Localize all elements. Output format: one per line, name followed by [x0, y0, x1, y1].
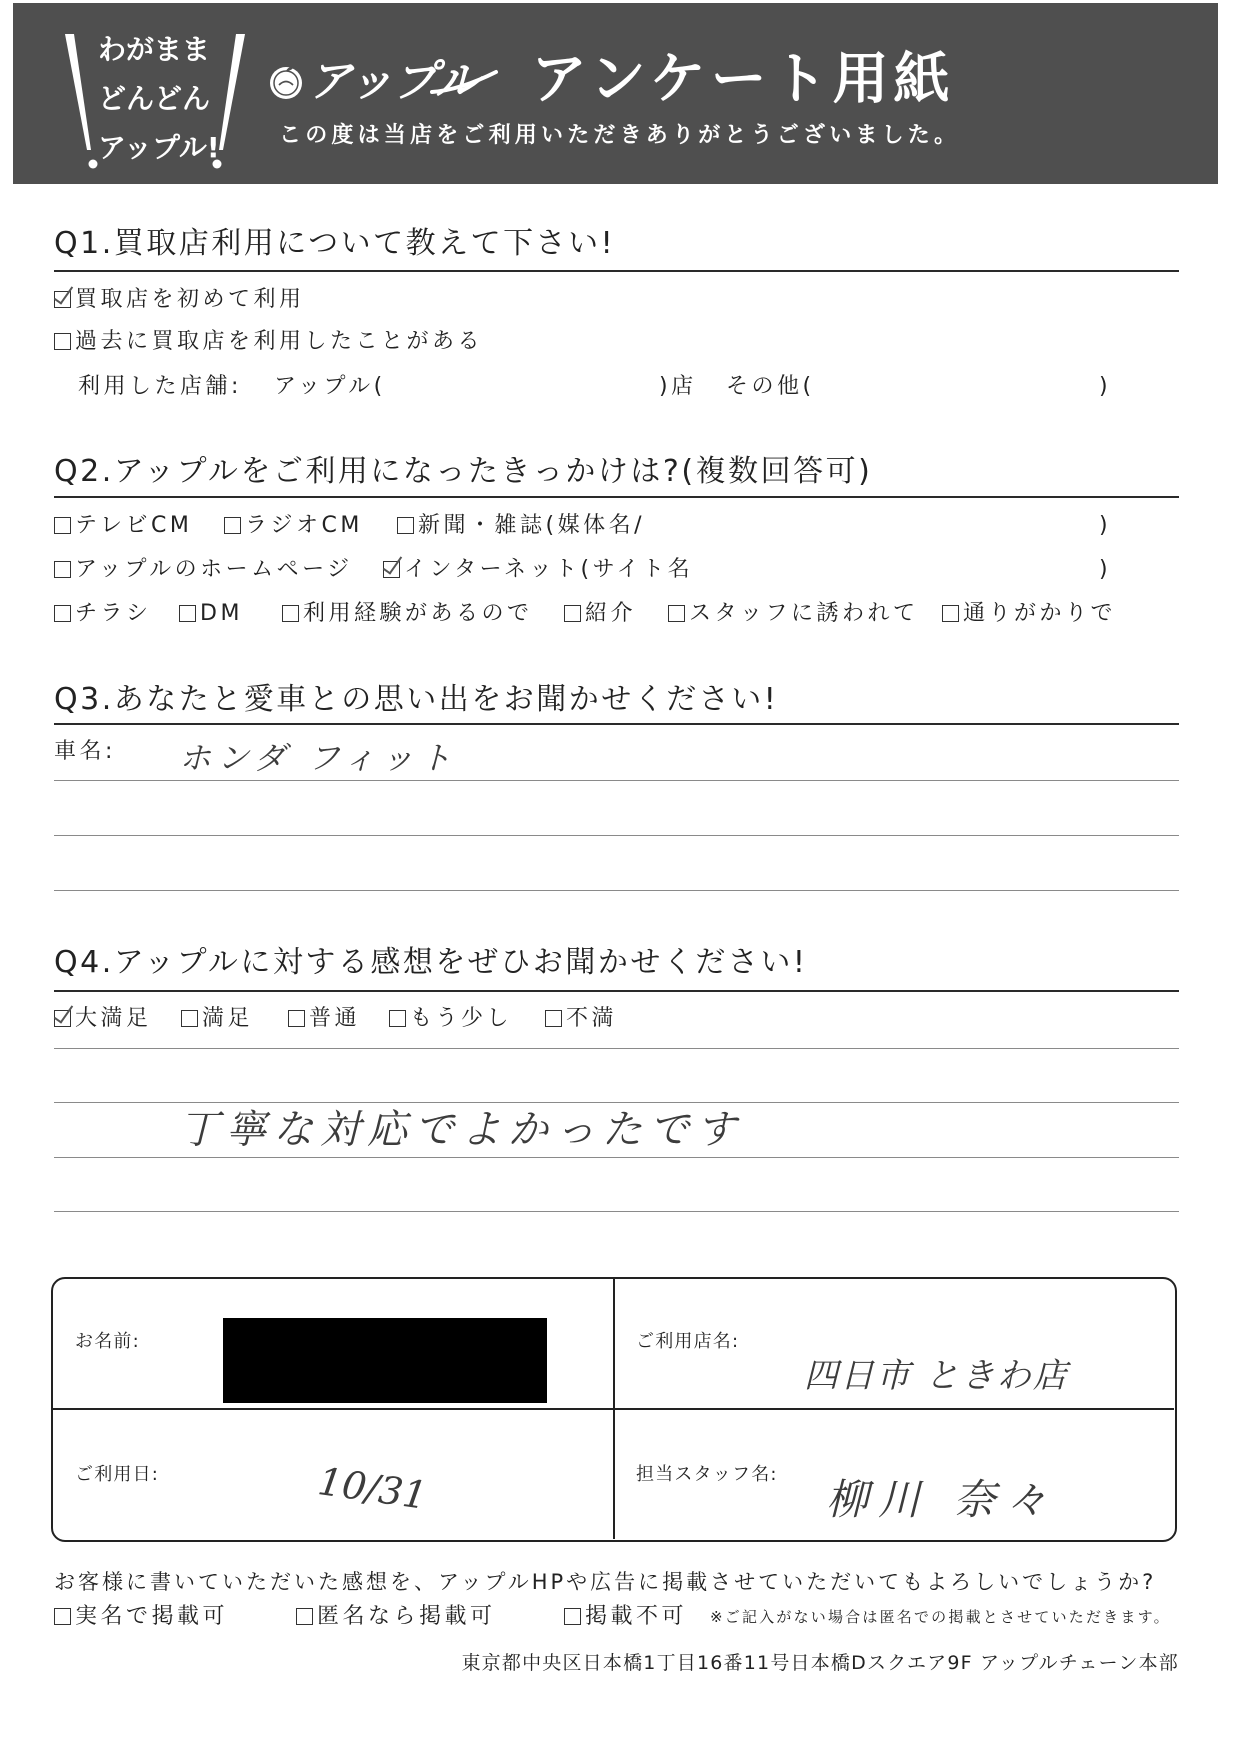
- publish-option-anonymous[interactable]: [296, 1605, 496, 1629]
- left-dot-icon: [89, 160, 98, 169]
- info-horizontal-divider: [53, 1408, 1174, 1410]
- q1-apple-store-open: アップル(: [274, 374, 386, 399]
- checkbox[interactable]: [397, 517, 414, 534]
- staff-cell[interactable]: [615, 1410, 1174, 1539]
- staff-label: 担当スタッフ名:: [636, 1464, 778, 1485]
- publish-option-not-allowed[interactable]: [564, 1605, 687, 1629]
- q2-option-radio-cm[interactable]: [224, 514, 363, 538]
- form-title: アンケート用紙: [531, 47, 955, 112]
- answer-line: [54, 835, 1179, 836]
- checkbox[interactable]: [54, 561, 71, 578]
- publish-consent-question: お客様に書いていただいた感想を、アップルHPや広告に掲載させていただいてもよろしいでしょうか?: [54, 1570, 1157, 1594]
- checkbox[interactable]: [54, 1608, 71, 1625]
- slogan-line: どんどん: [98, 82, 211, 115]
- name-label: お名前:: [75, 1331, 140, 1352]
- form-subtitle: この度は当店をご利用いただきありがとうございました。: [279, 123, 961, 148]
- slogan-line: アップル!: [98, 131, 220, 164]
- option-label: 大満足: [75, 1006, 152, 1031]
- q1-apple-store-field[interactable]: [410, 370, 650, 400]
- publish-note: ※ご記入がない場合は匿名での掲載とさせていただきます。: [710, 1608, 1171, 1626]
- answer-line: [54, 1048, 1179, 1049]
- q2-option-tv-cm[interactable]: [54, 514, 192, 538]
- redacted-name: [223, 1318, 547, 1403]
- q2-media-close: ): [1099, 513, 1112, 538]
- option-label: 通りがかりで: [963, 601, 1117, 626]
- comment-handwritten: 丁寧な対応でよかったです: [179, 1107, 743, 1153]
- q2-option-referral[interactable]: [564, 602, 636, 626]
- company-address: 東京都中央区日本橋1丁目16番11号日本橋Dスクエア9F アップルチェーン本部: [461, 1652, 1179, 1674]
- option-label: もう少し: [410, 1006, 513, 1031]
- checkbox[interactable]: [179, 605, 196, 622]
- slogan-line: わがまま: [98, 33, 211, 66]
- q4-option-satisfied[interactable]: [181, 1007, 253, 1031]
- q3-divider: [54, 723, 1179, 725]
- q2-heading: Q2.アップルをご利用になったきっかけは?(複数回答可): [54, 454, 873, 489]
- answer-line: [54, 780, 1179, 781]
- checkbox[interactable]: [54, 605, 71, 622]
- q1-heading: Q1.買取店利用について教えて下さい!: [54, 226, 616, 261]
- store-name-handwritten: 四日市 ときわ店: [804, 1356, 1069, 1396]
- store-cell[interactable]: [615, 1279, 1174, 1408]
- checkbox[interactable]: [54, 517, 71, 534]
- q4-option-very-satisfied[interactable]: [54, 1007, 152, 1031]
- q1-option-used-before[interactable]: [54, 330, 483, 354]
- staff-name-handwritten: 柳川 奈々: [826, 1475, 1058, 1524]
- q2-option-used-before[interactable]: [282, 602, 533, 626]
- q3-heading: Q3.あなたと愛車との思い出をお聞かせください!: [54, 682, 779, 717]
- q2-option-homepage[interactable]: [54, 558, 353, 582]
- car-name-label: 車名:: [54, 739, 116, 764]
- option-label: 掲載不可: [585, 1604, 688, 1629]
- option-label: ラジオCM: [245, 513, 363, 538]
- date-cell[interactable]: [53, 1410, 613, 1539]
- logo-text: アップル: [308, 56, 480, 107]
- checkbox[interactable]: [545, 1010, 562, 1027]
- q2-option-passing-by[interactable]: [942, 602, 1116, 626]
- q4-option-normal[interactable]: [288, 1007, 360, 1031]
- car-name-handwritten: ホンダ フィット: [179, 739, 458, 777]
- q4-heading: Q4.アップルに対する感想をぜひお聞かせください!: [54, 945, 808, 980]
- option-label: 利用経験があるので: [303, 601, 533, 626]
- checkbox[interactable]: [383, 561, 400, 578]
- right-slash-icon: [219, 34, 245, 150]
- publish-option-real-name[interactable]: [54, 1605, 228, 1629]
- q1-divider: [54, 270, 1179, 272]
- q2-option-newspaper-magazine[interactable]: [397, 514, 645, 538]
- option-label: 過去に買取店を利用したことがある: [75, 329, 484, 354]
- q1-apple-store-close: )店: [659, 374, 697, 399]
- q2-option-dm[interactable]: [179, 602, 243, 626]
- q4-option-dissatisfied[interactable]: [545, 1007, 617, 1031]
- q4-divider: [54, 990, 1179, 992]
- left-slash-icon: [65, 34, 91, 150]
- checkbox[interactable]: [54, 333, 71, 350]
- q2-option-flyer[interactable]: [54, 602, 152, 626]
- customer-info-box: [51, 1277, 1177, 1542]
- option-label: テレビCM: [75, 513, 193, 538]
- checkbox[interactable]: [564, 605, 581, 622]
- logo-swoosh-icon: [430, 66, 500, 96]
- checkbox[interactable]: [282, 605, 299, 622]
- q4-option-needs-improvement[interactable]: [389, 1007, 512, 1031]
- option-label: アップルのホームページ: [75, 557, 353, 582]
- name-cell[interactable]: [53, 1279, 613, 1408]
- date-label: ご利用日:: [75, 1464, 160, 1485]
- option-label: 買取店を初めて利用: [75, 287, 305, 312]
- option-label: 紹介: [585, 601, 637, 626]
- checkbox[interactable]: [942, 605, 959, 622]
- checkbox[interactable]: [296, 1608, 313, 1625]
- option-label: 実名で掲載可: [75, 1604, 229, 1629]
- option-label: 匿名なら掲載可: [317, 1604, 496, 1629]
- option-label: 不満: [566, 1006, 618, 1031]
- store-label: ご利用店名:: [636, 1331, 740, 1352]
- q1-other-store-close: ): [1099, 374, 1112, 399]
- q2-option-internet[interactable]: [383, 558, 693, 582]
- checkbox[interactable]: [564, 1608, 581, 1625]
- option-label: 満足: [202, 1006, 254, 1031]
- checkbox[interactable]: [288, 1010, 305, 1027]
- option-label: 新聞・雑誌(媒体名/: [418, 513, 645, 538]
- apple-logo-icon: [268, 64, 304, 100]
- q2-option-staff-invited[interactable]: [668, 602, 919, 626]
- answer-line: [54, 890, 1179, 891]
- option-label: チラシ: [75, 601, 152, 626]
- q1-store-label: 利用した店舗:: [78, 374, 242, 399]
- checkbox[interactable]: [54, 1010, 71, 1027]
- checkbox[interactable]: [389, 1010, 406, 1027]
- checkbox[interactable]: [54, 291, 71, 308]
- option-label: インターネット(サイト名: [404, 557, 694, 582]
- q2-divider: [54, 496, 1179, 498]
- q1-other-store-field[interactable]: [835, 370, 1090, 400]
- q2-site-close: ): [1099, 557, 1112, 582]
- checkbox[interactable]: [224, 517, 241, 534]
- option-label: DM: [200, 601, 243, 626]
- q1-option-first-time[interactable]: [54, 288, 305, 312]
- checkbox[interactable]: [668, 605, 685, 622]
- q1-other-store-open: その他(: [726, 374, 815, 399]
- date-handwritten: 10/31: [315, 1459, 430, 1518]
- option-label: スタッフに誘われて: [689, 601, 919, 626]
- option-label: 普通: [309, 1006, 361, 1031]
- checkbox[interactable]: [181, 1010, 198, 1027]
